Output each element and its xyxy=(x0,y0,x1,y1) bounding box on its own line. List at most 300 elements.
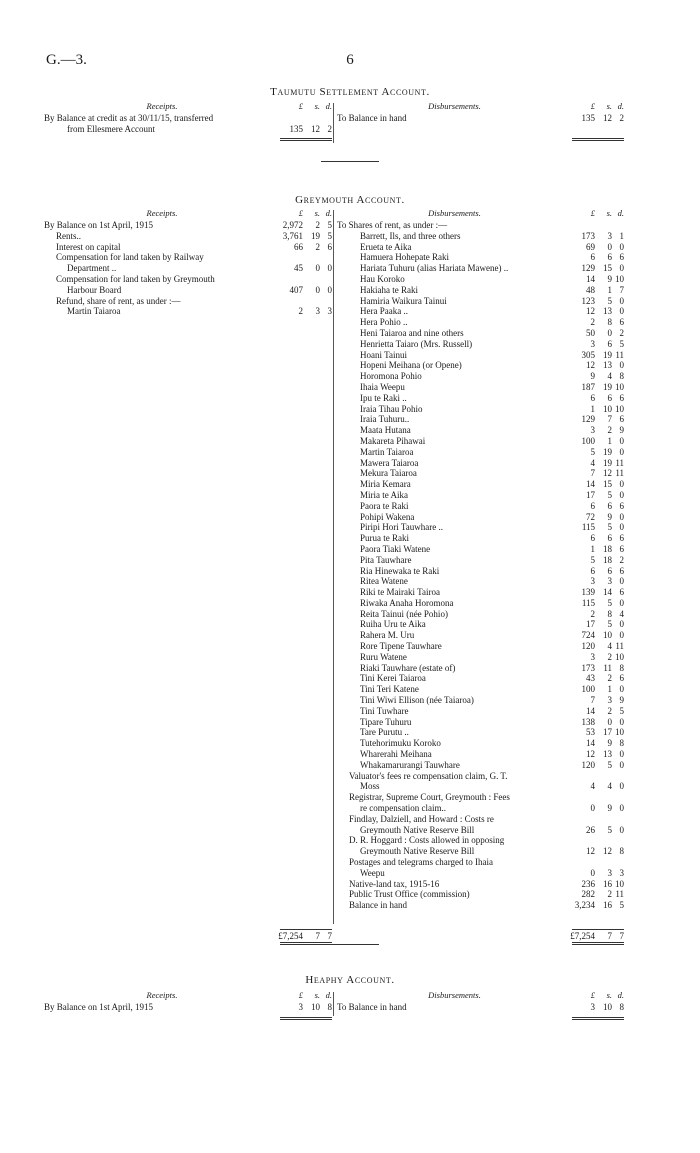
ledger-entry-text: Pita Tauwhare xyxy=(360,554,412,565)
amount-shillings: 2 xyxy=(315,220,320,230)
amount-pence: 0 xyxy=(619,824,624,835)
amount-pounds: 3,234 xyxy=(574,900,595,911)
ledger-row xyxy=(337,350,624,361)
amount-pounds: 14 xyxy=(586,705,595,716)
ledger-row xyxy=(337,857,624,868)
taumutu-title: Taumutu Settlement Account. xyxy=(270,86,430,98)
amount-shillings: 4 xyxy=(607,371,612,382)
ledger-amount xyxy=(572,684,624,695)
amount-pounds: 48 xyxy=(586,284,595,295)
amount-shillings: 5 xyxy=(607,295,612,306)
amount-shillings: 19 xyxy=(603,349,612,360)
ledger-entry-text: Paora te Raki xyxy=(360,500,409,511)
ledger-row xyxy=(44,1002,332,1013)
amount-pence: 10 xyxy=(615,727,624,738)
ledger-amount xyxy=(572,285,624,296)
ledger-entry-text: Tare Purutu .. xyxy=(360,727,409,738)
ledger-amount xyxy=(572,868,624,879)
amount-pence: 6 xyxy=(327,241,332,252)
amount-pence: 11 xyxy=(615,349,624,360)
amount-shillings: 5 xyxy=(607,824,612,835)
ledger-amount xyxy=(280,231,332,242)
ledger-entry-text: Tini Wiwi Ellison (née Taiaroa) xyxy=(360,695,474,706)
ledger-row xyxy=(337,285,624,296)
amount-pence: 0 xyxy=(619,759,624,770)
amount-pence: 8 xyxy=(619,1002,624,1012)
column-divider xyxy=(333,103,334,143)
ledger-amount xyxy=(280,285,332,296)
amount-shillings: 3 xyxy=(607,695,612,706)
ledger-entry-text: Iraia Tuhuru.. xyxy=(360,414,410,425)
ledger-entry-text: Hera Paaka .. xyxy=(360,306,408,317)
amount-pounds: 1 xyxy=(590,543,595,554)
ledger-row xyxy=(337,695,624,706)
amount-shillings: 13 xyxy=(603,306,612,317)
amount-pence: 0 xyxy=(619,749,624,760)
amount-pence: 6 xyxy=(619,533,624,544)
amount-pence: 5 xyxy=(619,900,624,911)
ledger-entry-text: Compensation for land taken by Railway xyxy=(56,252,204,263)
amount-shillings: 1 xyxy=(607,284,612,295)
amount-pence: 0 xyxy=(619,263,624,274)
amount-pounds: 173 xyxy=(581,662,595,673)
amount-pounds: 100 xyxy=(581,435,595,446)
document-reference: G.—3. xyxy=(46,52,87,68)
ledger-amount xyxy=(572,717,624,728)
ledger-entry-text: Greymouth Native Reserve Bill xyxy=(360,824,475,835)
page-header xyxy=(0,52,700,74)
ledger-amount xyxy=(572,706,624,717)
amount-shillings: 9 xyxy=(607,511,612,522)
amount-shillings: 13 xyxy=(603,360,612,371)
amount-shillings: 1 xyxy=(607,435,612,446)
amount-pounds: 129 xyxy=(581,263,595,274)
ledger-amount xyxy=(572,371,624,382)
ledger-row xyxy=(337,263,624,274)
amount-pounds: 173 xyxy=(581,230,595,241)
ledger-row xyxy=(44,306,332,317)
amount-shillings: 5 xyxy=(607,619,612,630)
ledger-amount xyxy=(572,738,624,749)
ledger-row xyxy=(337,727,624,738)
amount-pence: 6 xyxy=(619,317,624,328)
ledger-amount xyxy=(572,231,624,242)
ledger-entry-text: Piripi Hori Tauwhare .. xyxy=(360,522,443,533)
amount-pence: 0 xyxy=(619,295,624,306)
ledger-entry-text: Reita Tainui (née Pohio) xyxy=(360,608,448,619)
amount-pounds: 6 xyxy=(590,565,595,576)
amount-pence: 10 xyxy=(615,273,624,284)
amount-pounds: 5 xyxy=(590,554,595,565)
ledger-amount xyxy=(572,447,624,458)
ledger-row xyxy=(337,879,624,890)
amount-pence: 0 xyxy=(619,716,624,727)
amount-pounds: 6 xyxy=(590,392,595,403)
amount-pounds: 26 xyxy=(586,824,595,835)
ledger-row xyxy=(337,652,624,663)
amount-pounds: 282 xyxy=(581,889,595,900)
ledger-row xyxy=(337,706,624,717)
ledger-row xyxy=(337,781,624,792)
disbursements-heading: Disbursements. £ s. d. xyxy=(428,990,624,1000)
amount-pence: 6 xyxy=(619,673,624,684)
amount-pence: 2 xyxy=(619,113,624,123)
amount-shillings: 6 xyxy=(607,392,612,403)
amount-shillings: 15 xyxy=(603,479,612,490)
ledger-amount xyxy=(572,479,624,490)
amount-pounds: 3 xyxy=(590,425,595,436)
amount-shillings: 6 xyxy=(607,500,612,511)
amount-shillings: 13 xyxy=(603,749,612,760)
amount-shillings: 9 xyxy=(607,803,612,814)
amount-pence: 5 xyxy=(619,705,624,716)
amount-shillings: 18 xyxy=(603,543,612,554)
amount-pounds: 50 xyxy=(586,327,595,338)
ledger-entry-text: Riaki Tauwhare (estate of) xyxy=(360,662,456,673)
ledger-amount xyxy=(572,652,624,663)
amount-shillings: 15 xyxy=(603,263,612,274)
receipts-heading: Receipts. £ s. d. xyxy=(146,990,332,1000)
ledger-amount xyxy=(280,242,332,253)
ledger-row xyxy=(337,684,624,695)
ledger-row xyxy=(337,825,624,836)
ledger-row xyxy=(44,285,332,296)
amount-pence: 6 xyxy=(619,392,624,403)
ledger-amount xyxy=(572,263,624,274)
heaphy-title: Heaphy Account. xyxy=(305,974,395,986)
amount-pence: 8 xyxy=(619,371,624,382)
amount-shillings: 6 xyxy=(607,252,612,263)
ledger-amount xyxy=(280,263,332,274)
ledger-entry-text: re compensation claim.. xyxy=(360,803,446,814)
amount-pounds: 0 xyxy=(590,803,595,814)
ledger-entry-text: To Balance in hand xyxy=(337,113,407,123)
ledger-amount xyxy=(572,458,624,469)
amount-shillings: 9 xyxy=(607,738,612,749)
amount-shillings: 19 xyxy=(311,230,320,241)
amount-pounds: 12 xyxy=(586,749,595,760)
ledger-row xyxy=(337,587,624,598)
section-divider-rule xyxy=(321,944,379,945)
ledger-amount xyxy=(572,781,624,792)
amount-pounds: 2 xyxy=(298,306,303,317)
ledger-amount xyxy=(572,404,624,415)
ledger-row xyxy=(44,296,332,307)
ledger-row xyxy=(337,749,624,760)
amount-pounds: 3 xyxy=(298,1002,303,1012)
ledger-row xyxy=(337,619,624,630)
ledger-row xyxy=(337,900,624,911)
amount-pounds: 7 xyxy=(590,468,595,479)
amount-pence: 8 xyxy=(619,662,624,673)
ledger-row xyxy=(337,663,624,674)
amount-pounds: 12 xyxy=(586,846,595,857)
amount-pounds: 17 xyxy=(586,489,595,500)
amount-pounds: 6 xyxy=(590,533,595,544)
ledger-entry-text: Heni Taiaroa and nine others xyxy=(360,327,464,338)
amount-pounds: 120 xyxy=(581,641,595,652)
ledger-amount xyxy=(572,252,624,263)
ledger-amount xyxy=(572,879,624,890)
ledger-entry-text: Tutehorimuku Koroko xyxy=(360,738,441,749)
ledger-entry-text: Rore Tipene Tauwhare xyxy=(360,641,442,652)
amount-pence: 5 xyxy=(619,338,624,349)
taumutu-receipts-rule xyxy=(280,135,332,141)
ledger-amount xyxy=(572,414,624,425)
ledger-entry-text: Refund, share of rent, as under :— xyxy=(56,295,181,306)
amount-pounds: 53 xyxy=(586,727,595,738)
ledger-entry-text: Martin Taiaroa xyxy=(360,446,414,457)
ledger-entry-text: Mawera Taiaroa xyxy=(360,457,419,468)
amount-pounds: 5 xyxy=(590,446,595,457)
heaphy-disbursements xyxy=(337,990,624,1013)
ledger-entry-text: Hopeni Meihana (or Opene) xyxy=(360,360,462,371)
ledger-entry-text: To Balance in hand xyxy=(337,1002,407,1012)
ledger-amount xyxy=(572,393,624,404)
amount-pence: 8 xyxy=(619,846,624,857)
ledger-entry-text: Tini Kerei Taiaroa xyxy=(360,673,426,684)
amount-pence: 0 xyxy=(619,511,624,522)
amount-shillings: 0 xyxy=(607,327,612,338)
amount-pounds: 2 xyxy=(590,317,595,328)
ledger-row xyxy=(337,231,624,242)
amount-pounds: 407 xyxy=(289,284,303,295)
amount-shillings: 8 xyxy=(607,317,612,328)
ledger-row xyxy=(44,220,332,231)
ledger-row xyxy=(337,242,624,253)
amount-pounds: 3 xyxy=(590,576,595,587)
ledger-entry-text: D. R. Hoggard : Costs allowed in opposing xyxy=(349,835,505,846)
amount-pence: 10 xyxy=(615,878,624,889)
ledger-amount xyxy=(572,425,624,436)
ledger-entry-text: Barrett, Ils, and three others xyxy=(360,230,461,241)
amount-pence: 0 xyxy=(619,781,624,792)
ledger-amount xyxy=(572,328,624,339)
greymouth-receipts-total: £7,254 7 7 xyxy=(280,929,332,945)
amount-pounds: 115 xyxy=(581,597,595,608)
amount-shillings: 10 xyxy=(603,630,612,641)
amount-pence: 0 xyxy=(619,241,624,252)
ledger-row xyxy=(337,846,624,857)
ledger-row xyxy=(337,803,624,814)
amount-pounds: 3 xyxy=(590,338,595,349)
amount-pounds: 12 xyxy=(586,306,595,317)
amount-pence: 9 xyxy=(619,425,624,436)
ledger-amount xyxy=(572,1002,624,1013)
ledger-row xyxy=(44,274,332,285)
amount-pounds: 14 xyxy=(586,273,595,284)
ledger-amount xyxy=(572,468,624,479)
ledger-row xyxy=(44,263,332,274)
amount-pence: 5 xyxy=(327,230,332,241)
column-divider xyxy=(333,210,334,924)
ledger-row xyxy=(337,598,624,609)
amount-pounds: 6 xyxy=(590,500,595,511)
ledger-amount xyxy=(572,673,624,684)
ledger-amount xyxy=(572,512,624,523)
amount-shillings: 16 xyxy=(603,878,612,889)
amount-shillings: 18 xyxy=(603,554,612,565)
amount-pounds: 2,972 xyxy=(282,220,303,230)
ledger-entry-text: Findlay, Dalziell, and Howard : Costs re xyxy=(349,813,494,824)
ledger-entry-text: Riki te Mairaki Tairoa xyxy=(360,587,440,598)
ledger-row xyxy=(337,792,624,803)
amount-pence: 6 xyxy=(619,543,624,554)
ledger-row xyxy=(337,404,624,415)
ledger-row xyxy=(337,544,624,555)
ledger-row xyxy=(337,328,624,339)
amount-pence: 0 xyxy=(619,435,624,446)
amount-pounds: 123 xyxy=(581,295,595,306)
amount-shillings: 0 xyxy=(607,716,612,727)
amount-pounds: 9 xyxy=(590,371,595,382)
ledger-amount xyxy=(572,566,624,577)
ledger-row xyxy=(337,555,624,566)
ledger-entry-text: Ria Hinewaka te Raki xyxy=(360,565,440,576)
amount-pence: 10 xyxy=(615,403,624,414)
ledger-amount xyxy=(572,274,624,285)
amount-shillings: 9 xyxy=(607,273,612,284)
ledger-row xyxy=(337,274,624,285)
amount-pence: 0 xyxy=(619,619,624,630)
amount-shillings: 5 xyxy=(607,597,612,608)
ledger-row xyxy=(337,609,624,620)
ledger-entry-text: Pohipi Wakena xyxy=(360,511,415,522)
ledger-entry-text: Mekura Taiaroa xyxy=(360,468,417,479)
amount-pence: 0 xyxy=(327,263,332,274)
amount-shillings: 19 xyxy=(603,457,612,468)
amount-pence: 0 xyxy=(619,479,624,490)
ledger-row xyxy=(337,382,624,393)
ledger-amount xyxy=(572,501,624,512)
amount-pounds: 3,761 xyxy=(282,230,303,241)
amount-shillings: 2 xyxy=(607,705,612,716)
ledger-entry-text: Balance in hand xyxy=(349,900,407,911)
amount-pence: 1 xyxy=(619,230,624,241)
ledger-entry-text: Miria te Aika xyxy=(360,489,408,500)
page-number: 6 xyxy=(346,52,354,68)
ledger-entry-text: Registrar, Supreme Court, Greymouth : Fees xyxy=(349,792,510,803)
ledger-amount xyxy=(572,296,624,307)
ledger-entry-text: Erueta te Aika xyxy=(360,241,412,252)
ledger-row xyxy=(337,868,624,879)
ledger-entry-text: Compensation for land taken by Greymouth xyxy=(56,273,215,284)
amount-pence: 6 xyxy=(619,587,624,598)
ledger-row xyxy=(337,814,624,825)
ledger-entry-text: Tipare Tuhuru xyxy=(360,716,412,727)
ledger-entry-text: Miria Kemara xyxy=(360,479,411,490)
greymouth-title: Greymouth Account. xyxy=(295,194,405,206)
taumutu-account xyxy=(0,101,700,151)
amount-pounds: 17 xyxy=(586,619,595,630)
amount-pounds: 100 xyxy=(581,684,595,695)
taumutu-receipts xyxy=(44,101,332,135)
amount-pounds: 69 xyxy=(586,241,595,252)
ledger-row xyxy=(337,113,624,124)
heaphy-disbursements-rule xyxy=(572,1014,624,1020)
ledger-entry-text: Hakiaha te Raki xyxy=(360,284,418,295)
amount-shillings: 10 xyxy=(603,1002,612,1012)
ledger-entry-text: Hau Koroko xyxy=(360,273,405,284)
taumutu-disbursements-rule xyxy=(572,135,624,141)
amount-pence: 0 xyxy=(619,360,624,371)
ledger-entry-text: Paora Tiaki Watene xyxy=(360,543,431,554)
ledger-row xyxy=(337,252,624,263)
ledger-amount xyxy=(572,533,624,544)
amount-pence: 0 xyxy=(619,803,624,814)
ledger-row xyxy=(337,835,624,846)
ledger-amount xyxy=(280,124,332,135)
amount-pence: 10 xyxy=(615,381,624,392)
amount-shillings: 12 xyxy=(603,846,612,857)
ledger-entry-text: Hamuera Hohepate Raki xyxy=(360,252,449,263)
amount-shillings: 2 xyxy=(607,425,612,436)
ledger-amount xyxy=(572,576,624,587)
amount-pence: 8 xyxy=(619,738,624,749)
ledger-amount xyxy=(572,436,624,447)
amount-shillings: 6 xyxy=(607,533,612,544)
ledger-row xyxy=(337,296,624,307)
amount-pence: 0 xyxy=(327,284,332,295)
greymouth-disbursements xyxy=(337,208,624,911)
ledger-row xyxy=(337,425,624,436)
ledger-amount xyxy=(572,727,624,738)
amount-shillings: 14 xyxy=(603,587,612,598)
amount-shillings: 3 xyxy=(607,576,612,587)
amount-shillings: 17 xyxy=(603,727,612,738)
ledger-row xyxy=(44,113,332,124)
amount-pence: 2 xyxy=(327,123,332,134)
ledger-row xyxy=(337,771,624,782)
amount-pence: 4 xyxy=(619,608,624,619)
ledger-row xyxy=(337,468,624,479)
heaphy-receipts-rule xyxy=(280,1014,332,1020)
heaphy-receipts xyxy=(44,990,332,1013)
amount-pounds: 3 xyxy=(590,651,595,662)
ledger-row xyxy=(337,371,624,382)
amount-pence: 6 xyxy=(619,500,624,511)
amount-shillings: 1 xyxy=(607,684,612,695)
amount-shillings: 2 xyxy=(607,673,612,684)
receipts-heading: Receipts. £ s. d. xyxy=(146,101,332,111)
ledger-entry-text: Hera Pohio .. xyxy=(360,317,408,328)
ledger-row xyxy=(44,124,332,135)
ledger-entry-text: from Ellesmere Account xyxy=(67,123,155,134)
ledger-amount xyxy=(572,641,624,652)
amount-pounds: 7 xyxy=(590,695,595,706)
heaphy-account xyxy=(0,990,700,1030)
amount-pence: 6 xyxy=(619,565,624,576)
ledger-entry-text: To Shares of rent, as under :— xyxy=(337,220,448,230)
greymouth-disbursements-total: £7,254 7 7 xyxy=(572,929,624,945)
ledger-amount xyxy=(280,306,332,317)
ledger-amount xyxy=(572,760,624,771)
amount-pence: 6 xyxy=(619,414,624,425)
ledger-entry-text: Greymouth Native Reserve Bill xyxy=(360,846,475,857)
amount-shillings: 2 xyxy=(315,241,320,252)
ledger-entry-text: Ipu te Raki .. xyxy=(360,392,407,403)
amount-pounds: 4 xyxy=(590,781,595,792)
ledger-entry-text: Hamiria Waikura Tainui xyxy=(360,295,447,306)
amount-shillings: 3 xyxy=(315,306,320,317)
amount-shillings: 12 xyxy=(603,468,612,479)
ledger-entry-text: Whakamarurangi Tauwhare xyxy=(360,759,460,770)
amount-pounds: 305 xyxy=(581,349,595,360)
ledger-amount xyxy=(572,544,624,555)
amount-pence: 11 xyxy=(615,889,624,900)
amount-pounds: 3 xyxy=(590,1002,595,1012)
ledger-entry-text: Moss xyxy=(360,781,380,792)
